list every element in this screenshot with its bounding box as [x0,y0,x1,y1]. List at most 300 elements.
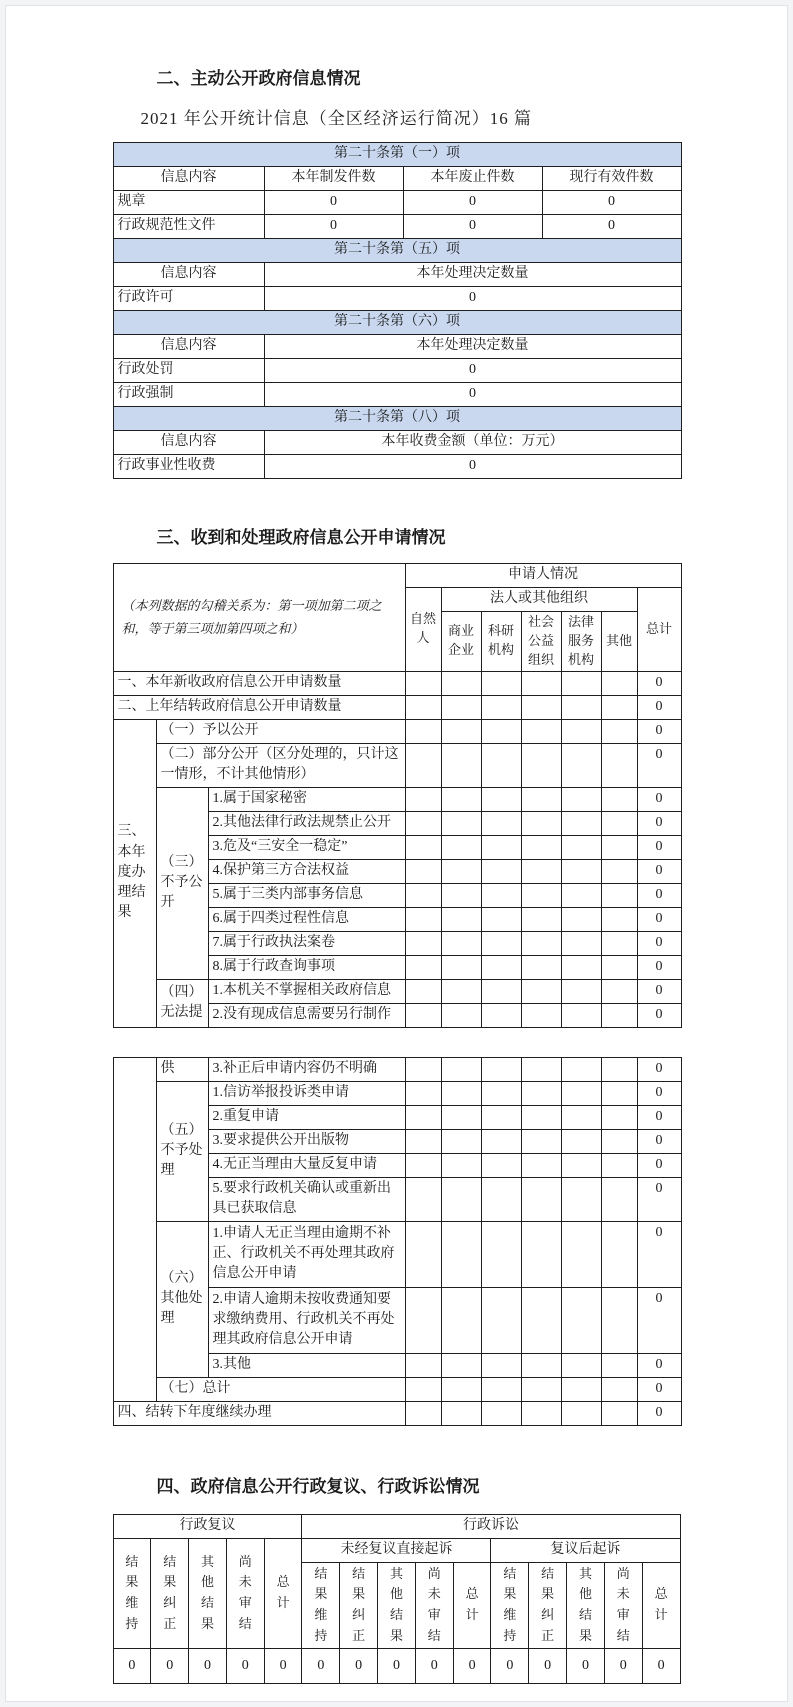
empty-cell [601,719,637,743]
table-row [113,671,681,695]
col-header-vertical [189,1538,227,1649]
direct-suit-header: 未经复议直接起诉 [302,1538,491,1562]
vertical-label: 总计 [654,1586,668,1623]
header-row [113,431,681,455]
value-cell: 0 [403,215,542,239]
total-cell: 0 [637,883,681,907]
value-cell: 0 [264,191,403,215]
empty-cell [601,743,637,787]
empty-cell [561,1105,601,1129]
empty-cell [481,835,521,859]
section4-title: 四、政府信息公开行政复议、行政诉讼情况 [156,1476,480,1496]
row-label: 行政许可 [113,287,264,311]
empty-cell [601,931,637,955]
empty-cell [441,859,481,883]
empty-cell [521,955,561,979]
empty-cell [601,955,637,979]
table-row [113,383,681,407]
vertical-label: 尚未审结 [238,1553,252,1631]
col-header-vertical [113,1538,151,1649]
after-review-suit-header: 复议后起诉 [491,1538,680,1562]
empty-cell [441,1377,481,1401]
section2-subtitle: 2021 年公开统计信息（全区经济运行简况）16 篇 [140,109,532,128]
total-cell: 0 [637,1401,681,1425]
table-row [113,191,681,215]
row-label: 3.其他 [208,1353,405,1377]
empty-cell [405,671,441,695]
empty-cell [521,1129,561,1153]
row-label: 行政规范性文件 [113,215,264,239]
empty-cell [481,955,521,979]
empty-cell [481,695,521,719]
total-cell: 0 [637,671,681,695]
header-row [113,564,681,588]
row-label: 3.要求提供公开出版物 [208,1129,405,1153]
value-cell: 0 [264,455,681,479]
total-cell: 0 [637,907,681,931]
empty-cell [405,883,441,907]
empty-cell [601,1081,637,1105]
value-cell: 0 [415,1649,453,1684]
empty-cell [405,1153,441,1177]
row-label: 一、本年新收政府信息公开申请数量 [113,671,405,695]
table-row [113,1081,681,1105]
total-cell: 0 [637,1377,681,1401]
empty-cell [561,907,601,931]
row-label: 1.本机关不掌握相关政府信息 [208,979,405,1003]
table-row [113,359,681,383]
empty-cell [561,1057,601,1081]
row-label: 2.申请人逾期未按收费通知要求缴纳费用、行政机关不再处理其政府信息公开申请 [208,1287,405,1353]
band-row [113,407,681,431]
row-label: 6.属于四类过程性信息 [208,907,405,931]
empty-cell [601,1377,637,1401]
empty-cell [481,931,521,955]
table-row [113,979,681,1003]
empty-cell [481,671,521,695]
total-cell: 0 [637,1287,681,1353]
empty-cell [441,811,481,835]
col-header-vertical [529,1562,567,1649]
empty-cell [441,1353,481,1377]
empty-cell [481,1177,521,1221]
col-header: 本年收费金额（单位：万元） [264,431,681,455]
section2-title: 二、主动公开政府信息情况 [156,69,361,88]
row-label: 二、上年结转政府信息公开申请数量 [113,695,405,719]
values-row [113,1649,680,1684]
row-label: 4.保护第三方合法权益 [208,859,405,883]
row-label: 2.重复申请 [208,1105,405,1129]
col-header-vertical [151,1538,189,1649]
value-cell: 0 [264,287,681,311]
empty-cell [601,979,637,1003]
empty-cell [601,671,637,695]
table-row [113,1057,681,1081]
empty-cell [405,1353,441,1377]
group-label-unable: （四）无法提 [156,979,208,1027]
col-header-vertical [226,1538,264,1649]
band-row [113,311,681,335]
header-row [113,335,681,359]
empty-cell [481,979,521,1003]
empty-cell [521,1105,561,1129]
row-label: 2.没有现成信息需要另行制作 [208,1003,405,1027]
col-header: 信息内容 [113,167,264,191]
empty-cell [521,979,561,1003]
empty-cell [481,1081,521,1105]
vertical-label: 其他结果 [389,1565,403,1643]
empty-cell [441,931,481,955]
empty-cell [481,1129,521,1153]
vertical-label: 尚未审结 [616,1565,630,1643]
total-cell: 0 [637,931,681,955]
empty-cell [561,695,601,719]
col-header-vertical [453,1562,491,1649]
vertical-label: 其他结果 [200,1553,214,1631]
empty-cell [481,787,521,811]
total-cell: 0 [637,979,681,1003]
empty-cell [601,1057,637,1081]
empty-cell [561,883,601,907]
empty-cell [405,1221,441,1287]
empty-cell [441,1221,481,1287]
empty-cell [441,1287,481,1353]
table-row [113,719,681,743]
row-label: （二）部分公开（区分处理的，只计这一情形，不计其他情形） [156,743,405,787]
requests-table-part1 [113,563,682,1028]
col-header: 其他 [601,612,637,672]
table-row [113,1377,681,1401]
empty-cell [521,883,561,907]
value-cell: 0 [604,1649,642,1684]
empty-cell [405,1105,441,1129]
group-label-results: 三、本年度办理结果 [113,719,156,1027]
table-row [113,215,681,239]
total-cell: 0 [637,1177,681,1221]
empty-cell [601,1153,637,1177]
value-cell: 0 [453,1649,491,1684]
value-cell: 0 [378,1649,416,1684]
table-row [113,1221,681,1287]
row-label: 1.信访举报投诉类申请 [208,1081,405,1105]
col-header: 本年处理决定数量 [264,335,681,359]
vertical-label: 尚未审结 [427,1565,441,1643]
value-cell: 0 [189,1649,227,1684]
vertical-label: 结果纠正 [163,1553,177,1631]
empty-cell [405,979,441,1003]
row-label: 行政强制 [113,383,264,407]
row-label: （一）予以公开 [156,719,405,743]
table-row [113,287,681,311]
empty-cell [481,719,521,743]
empty-cell [521,931,561,955]
empty-cell [601,811,637,835]
empty-cell [521,743,561,787]
total-cell: 0 [637,1057,681,1081]
header-row [113,263,681,287]
col-header-vertical [604,1562,642,1649]
review-litigation-table [113,1514,681,1685]
empty-cell [441,1153,481,1177]
empty-cell [441,883,481,907]
row-label: 8.属于行政查询事项 [208,955,405,979]
total-cell: 0 [637,1081,681,1105]
value-cell: 0 [403,191,542,215]
empty-cell [405,1057,441,1081]
empty-cell [561,859,601,883]
value-cell: 0 [491,1649,529,1684]
empty-cell [405,1003,441,1027]
empty-cell [405,1287,441,1353]
empty-cell [601,1401,637,1425]
total-cell: 0 [637,859,681,883]
empty-cell [521,1153,561,1177]
empty-cell [561,1353,601,1377]
value-cell: 0 [642,1649,680,1684]
empty-cell [601,1003,637,1027]
empty-cell [441,835,481,859]
total-cell: 0 [637,743,681,787]
empty-cell [481,1287,521,1353]
empty-cell [561,979,601,1003]
col-header-vertical [302,1562,340,1649]
band-item5: 第二十条第（五）项 [113,239,681,263]
empty-cell [481,1221,521,1287]
group-label-refuse: （三）不予公开 [156,787,208,979]
empty-cell [441,979,481,1003]
col-header: 本年废止件数 [403,167,542,191]
row-label: 3.补正后申请内容仍不明确 [208,1057,405,1081]
row-label: 行政处罚 [113,359,264,383]
header-row [113,167,681,191]
col-header: 信息内容 [113,263,264,287]
value-cell: 0 [113,1649,151,1684]
total-cell: 0 [637,1105,681,1129]
empty-cell [481,883,521,907]
empty-cell [561,835,601,859]
empty-cell [405,907,441,931]
empty-cell [561,1221,601,1287]
row-label: 四、结转下年度继续办理 [113,1401,405,1425]
empty-cell [405,1401,441,1425]
col-header: 信息内容 [113,335,264,359]
empty-cell [441,695,481,719]
total-cell: 0 [637,719,681,743]
empty-cell [405,955,441,979]
empty-cell [441,1003,481,1027]
table-row [113,1401,681,1425]
col-header: 商业企业 [441,612,481,672]
empty-cell [405,787,441,811]
vertical-label: 结果维持 [503,1565,517,1643]
value-cell: 0 [542,191,681,215]
document-page [5,5,788,1702]
empty-cell [405,859,441,883]
vertical-label: 总计 [276,1574,290,1611]
group-continuation-cell [113,1057,156,1401]
empty-cell [481,743,521,787]
empty-cell [521,1221,561,1287]
empty-cell [521,1003,561,1027]
empty-cell [521,1377,561,1401]
empty-cell [405,719,441,743]
value-cell: 0 [340,1649,378,1684]
empty-cell [405,835,441,859]
total-cell: 0 [637,835,681,859]
vertical-label: 结果维持 [314,1565,328,1643]
col-header: 信息内容 [113,431,264,455]
row-label: 2.其他法律行政法规禁止公开 [208,811,405,835]
table-row [113,787,681,811]
col-header-vertical [491,1562,529,1649]
band-item6: 第二十条第（六）项 [113,311,681,335]
vertical-label: 其他结果 [578,1565,592,1643]
header-row [113,1538,680,1562]
total-cell: 0 [637,1153,681,1177]
col-header: 本年制发件数 [264,167,403,191]
value-cell: 0 [151,1649,189,1684]
empty-cell [481,1153,521,1177]
empty-cell [601,1177,637,1221]
empty-cell [481,1377,521,1401]
applicant-header: 申请人情况 [405,564,681,588]
empty-cell [601,859,637,883]
col-header-total: 总计 [637,588,681,672]
col-header-vertical [378,1562,416,1649]
col-header: 现行有效件数 [542,167,681,191]
review-header: 行政复议 [113,1514,302,1538]
empty-cell [561,743,601,787]
document-content [113,68,681,1684]
empty-cell [521,1401,561,1425]
empty-cell [561,719,601,743]
empty-cell [521,719,561,743]
empty-cell [441,1129,481,1153]
empty-cell [561,1287,601,1353]
empty-cell [521,787,561,811]
col-header: 科研机构 [481,612,521,672]
empty-cell [561,1129,601,1153]
article20-table [113,142,682,479]
value-cell: 0 [264,383,681,407]
value-cell: 0 [542,215,681,239]
empty-cell [561,1003,601,1027]
empty-cell [405,1177,441,1221]
row-label: 1.申请人无正当理由逾期不补正、行政机关不再处理其政府信息公开申请 [208,1221,405,1287]
empty-cell [601,907,637,931]
empty-cell [521,907,561,931]
empty-cell [521,695,561,719]
value-cell: 0 [226,1649,264,1684]
empty-cell [561,811,601,835]
group-label-other: （六）其他处理 [156,1221,208,1377]
col-header-vertical [264,1538,302,1649]
row-label: 规章 [113,191,264,215]
empty-cell [481,1353,521,1377]
col-header: 法律服务机构 [561,612,601,672]
total-cell: 0 [637,1353,681,1377]
row-label: 5.属于三类内部事务信息 [208,883,405,907]
value-cell: 0 [529,1649,567,1684]
total-cell: 0 [637,955,681,979]
band-item1: 第二十条第（一）项 [113,143,681,167]
empty-cell [561,1401,601,1425]
table-row [113,743,681,787]
empty-cell [601,1105,637,1129]
col-header-vertical [567,1562,605,1649]
total-cell: 0 [637,1129,681,1153]
empty-cell [561,671,601,695]
empty-cell [405,1377,441,1401]
header-row [113,1514,680,1538]
value-cell: 0 [264,1649,302,1684]
empty-cell [561,1177,601,1221]
row-label: 1.属于国家秘密 [208,787,405,811]
value-cell: 0 [264,359,681,383]
row-label: （七）总计 [156,1377,405,1401]
empty-cell [441,719,481,743]
note-cell: （本列数据的勾稽关系为：第一项加第二项之和，等于第三项加第四项之和） [113,564,405,672]
col-header-vertical [642,1562,680,1649]
litigation-header: 行政诉讼 [302,1514,680,1538]
section3-title: 三、收到和处理政府信息公开申请情况 [156,528,446,547]
empty-cell [405,743,441,787]
row-label: 3.危及“三安全一稳定” [208,835,405,859]
empty-cell [441,1081,481,1105]
empty-cell [441,907,481,931]
row-label: 7.属于行政执法案卷 [208,931,405,955]
empty-cell [441,1057,481,1081]
row-label: 4.无正当理由大量反复申请 [208,1153,405,1177]
empty-cell [441,1401,481,1425]
total-cell: 0 [637,787,681,811]
empty-cell [405,811,441,835]
vertical-label: 总计 [465,1586,479,1623]
col-header-vertical [340,1562,378,1649]
empty-cell [441,787,481,811]
empty-cell [441,1105,481,1129]
empty-cell [601,835,637,859]
empty-cell [601,787,637,811]
empty-cell [441,955,481,979]
empty-cell [481,1003,521,1027]
empty-cell [481,811,521,835]
empty-cell [521,1081,561,1105]
empty-cell [521,1057,561,1081]
requests-table-part2 [113,1057,682,1426]
empty-cell [561,1081,601,1105]
legal-org-header: 法人或其他组织 [441,588,637,612]
empty-cell [405,1081,441,1105]
empty-cell [481,907,521,931]
empty-cell [601,1221,637,1287]
empty-cell [521,1287,561,1353]
empty-cell [481,1057,521,1081]
empty-cell [561,1377,601,1401]
empty-cell [441,1177,481,1221]
empty-cell [561,1153,601,1177]
band-item8: 第二十条第（八）项 [113,407,681,431]
total-cell: 0 [637,1221,681,1287]
empty-cell [561,955,601,979]
empty-cell [561,931,601,955]
col-header-vertical [415,1562,453,1649]
empty-cell [601,695,637,719]
table-row [113,455,681,479]
vertical-label: 结果纠正 [541,1565,555,1643]
empty-cell [521,835,561,859]
empty-cell [481,1401,521,1425]
